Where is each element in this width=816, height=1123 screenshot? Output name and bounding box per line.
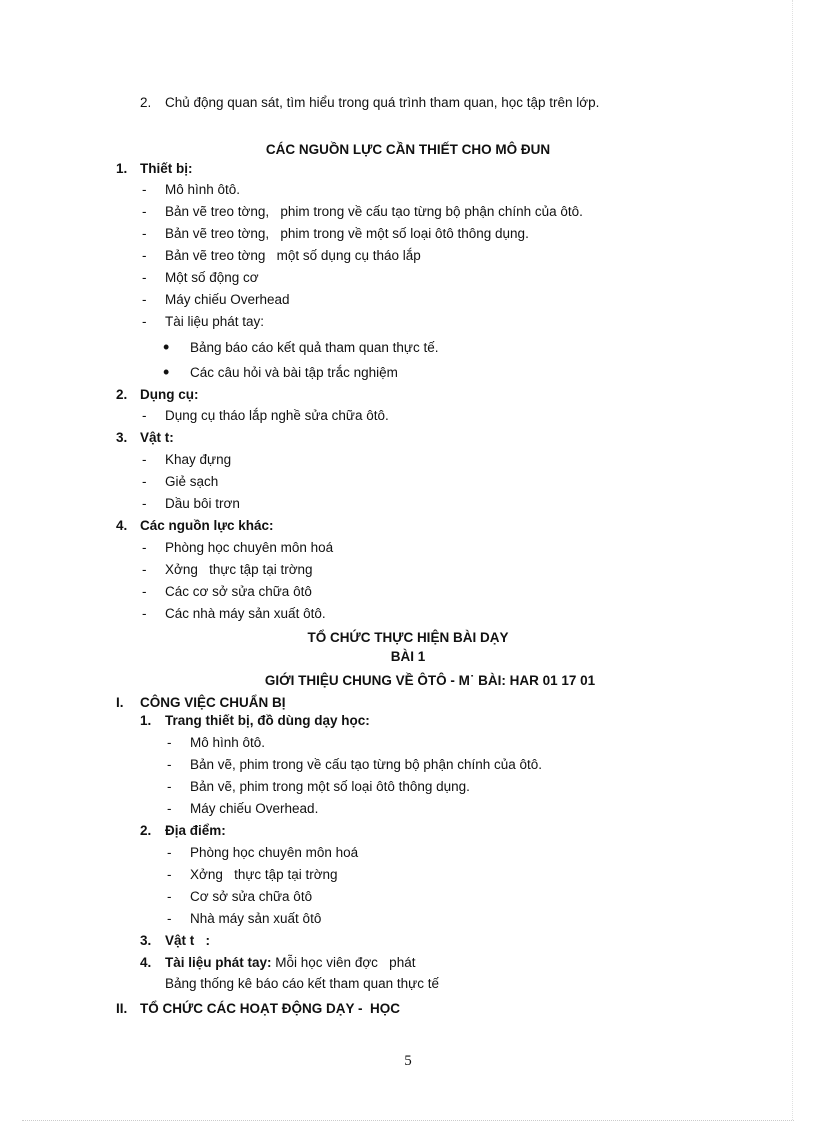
list-dash: - [142,584,147,599]
list-item: Bản vẽ, phim trong về cấu tạo từng bộ phận chính của ôtô. [190,757,543,772]
list-item: Các nhà máy sản xuất ôtô. [165,606,326,621]
subsection-number: 1. [140,713,152,728]
list-item: Xởng thực tập tại trờng [190,867,338,882]
section-title: Thiết bị: [140,161,193,176]
lesson-number: BÀI 1 [390,649,426,664]
list-dash: - [142,408,147,423]
lesson-heading: TỔ CHỨC THỰC HIỆN BÀI DẠY [307,630,509,645]
list-item: Phòng học chuyên môn hoá [190,845,359,860]
resources-heading: CÁC NGUỒN LỰC CẦN THIẾT CHO MÔ ĐUN [265,142,551,157]
list-dash: - [142,540,147,555]
list-dash: - [142,496,147,511]
section-title: Vật t: [140,430,174,445]
lesson-title: GIỚI THIỆU CHUNG VỀ ÔTÔ - M˙ BÀI: HAR 01 17 01 [264,673,596,688]
page-border-bottom [22,1120,794,1121]
list-item: Máy chiếu Overhead. [190,801,319,816]
list-dash: - [142,452,147,467]
subsection-number: 3. [140,933,152,948]
list-dash: - [167,867,172,882]
list-item: Mô hình ôtô. [190,735,266,750]
list-item: Dụng cụ tháo lắp nghề sửa chữa ôtô. [165,408,389,423]
list-dash: - [167,779,172,794]
section-number: 1. [116,161,128,176]
list-dash: - [142,606,147,621]
bullet-icon: • [163,337,170,357]
subsection-number: 2. [140,823,152,838]
section-title: Các nguồn lực khác: [140,518,274,533]
page-border-right [792,0,793,1120]
part-number: II. [116,1001,128,1016]
section-number: 4. [116,518,128,533]
list-dash: - [142,248,147,263]
list-item: Bản vẽ treo tờng một số dụng cụ tháo lắp [165,248,421,263]
list-dash: - [142,292,147,307]
sub-list-item: Bảng báo cáo kết quả tham quan thực tế. [190,340,439,355]
list-item: Phòng học chuyên môn hoá [165,540,334,555]
list-item: Các cơ sở sửa chữa ôtô [165,584,312,599]
subsection-number: 4. [140,955,152,970]
subsection-line [165,954,415,972]
section-number: 2. [116,387,128,402]
list-item: Cơ sở sửa chữa ôtô [190,889,313,904]
subsection-text-line2: Bảng thống kê báo cáo kết tham quan thực tế [165,976,439,991]
list-item: Giẻ sạch [165,474,219,489]
list-dash: - [142,204,147,219]
list-dash: - [167,845,172,860]
list-dash: - [142,226,147,241]
list-item: Bản vẽ treo tờng, phim trong về một số loại ôtô thông dụng. [165,226,529,241]
list-dash: - [142,474,147,489]
list-item: Khay đựng [165,452,232,467]
subsection-title: Trang thiết bị, đồ dùng dạy học: [165,713,370,728]
subsection-title: Địa điểm: [165,823,226,838]
list-dash: - [167,801,172,816]
list-dash: - [167,911,172,926]
list-dash: - [167,735,172,750]
section-number: 3. [116,430,128,445]
list-item: Bản vẽ, phim trong một số loại ôtô thông dụng. [190,779,470,794]
subsection-title: Vật t : [165,933,211,948]
intro-item-number: 2. [140,95,152,110]
page-number: 5 [404,1053,412,1069]
section-title: Dụng cụ: [140,387,199,402]
list-dash: - [142,182,147,197]
part-number: I. [116,695,124,710]
bullet-icon: • [163,362,170,382]
list-dash: - [142,562,147,577]
part-title: CÔNG VIỆC CHUẨN BỊ [140,695,286,710]
list-dash: - [142,270,147,285]
subsection-text: Mỗi học viên đợc phát [271,955,416,970]
intro-item-text: Chủ động quan sát, tìm hiểu trong quá trình tham quan, học tập trên lớp. [165,95,600,110]
list-item: Máy chiếu Overhead [165,292,290,307]
list-dash: - [167,757,172,772]
list-item: Xởng thực tập tại trờng [165,562,313,577]
list-dash: - [167,889,172,904]
list-item: Bản vẽ treo tờng, phim trong về cấu tạo từng bộ phận chính của ôtô. [165,204,583,219]
list-item: Dầu bôi trơn [165,496,240,511]
list-item: Một số động cơ [165,270,259,285]
sub-list-item: Các câu hỏi và bài tập trắc nghiệm [190,365,398,380]
list-item: Tài liệu phát tay: [165,314,265,329]
part-title: TỔ CHỨC CÁC HOẠT ĐỘNG DẠY - HỌC [140,1001,400,1016]
list-item: Nhà máy sản xuất ôtô [190,911,322,926]
subsection-title: Tài liệu phát tay: [165,955,272,970]
list-item: Mô hình ôtô. [165,182,241,197]
list-dash: - [142,314,147,329]
